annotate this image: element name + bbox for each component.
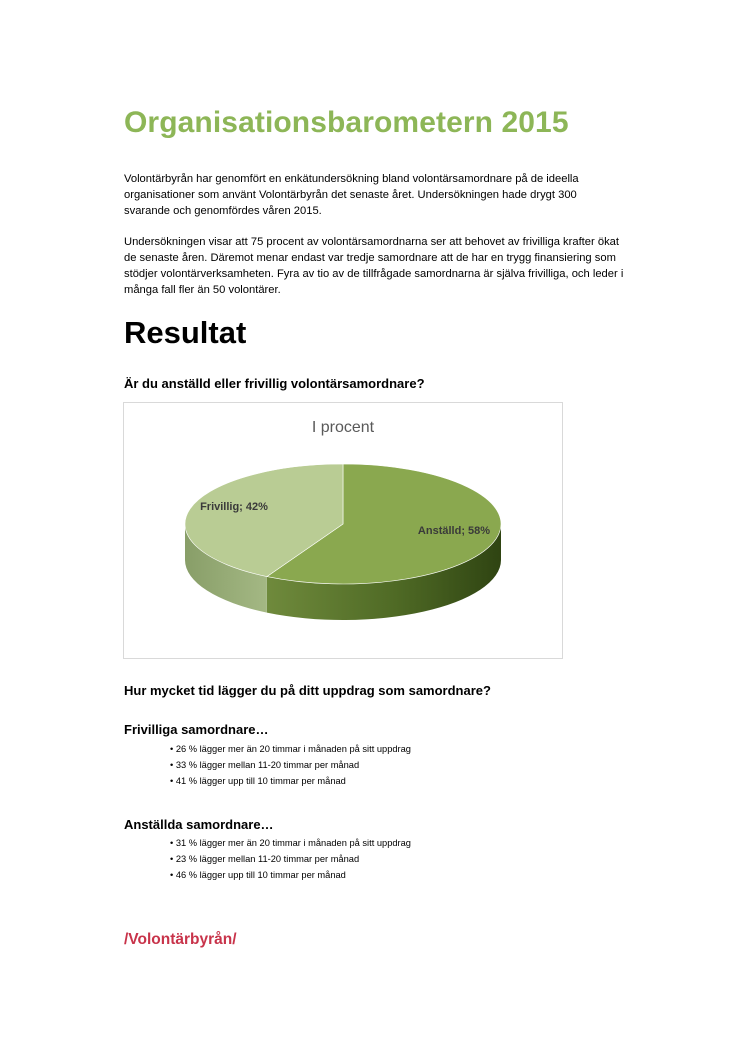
pie-chart	[123, 402, 563, 659]
question-time: Hur mycket tid lägger du på ditt uppdrag som samordnare?	[124, 683, 491, 698]
results-heading: Resultat	[124, 315, 247, 350]
list-item: • 23 % lägger mellan 11-20 timmar per månad	[170, 851, 411, 867]
intro-paragraph-1: Volontärbyrån har genomfört en enkätundersökning bland volontärsamordnare på de ideella organisationer som använt Volontärbyrån det senaste året. Undersökningen hade drygt 300 svarande och genomfördes våren 2015.	[124, 173, 579, 217]
volunteer-heading: Frivilliga samordnare…	[124, 722, 269, 737]
pie-label-frivillig: Frivillig; 42%	[200, 501, 268, 513]
list-item: • 41 % lägger upp till 10 timmar per månad	[170, 773, 411, 789]
volontarbyran-logo[interactable]: /Volontärbyrån/	[124, 931, 237, 948]
question-employment: Är du anställd eller frivillig volontärsamordnare?	[124, 376, 425, 391]
list-item: • 46 % lägger upp till 10 timmar per månad	[170, 867, 411, 883]
pie-label-anstalld: Anställd; 58%	[417, 525, 491, 537]
intro-paragraph-2: Undersökningen visar att 75 procent av volontärsamordnarna ser att behovet av frivilliga krafter ökat de senaste åren. Däremot menar endast var tredje samordnare att de har en trygg finansiering som stödjer volontärverksamheten. Fyra av tio av de tillfrågade samordnarna är själva frivilliga, och leder i många fall fler än 50 volontärer.	[124, 236, 624, 296]
list-item: • 33 % lägger mellan 11-20 timmar per månad	[170, 757, 411, 773]
employed-list	[170, 835, 411, 883]
volunteer-list	[170, 741, 411, 789]
chart-title: I procent	[311, 419, 375, 436]
list-item: • 26 % lägger mer än 20 timmar i månaden på sitt uppdrag	[170, 741, 411, 757]
list-item: • 31 % lägger mer än 20 timmar i månaden på sitt uppdrag	[170, 835, 411, 851]
document-title: Organisationsbarometern 2015	[124, 106, 569, 139]
employed-heading: Anställda samordnare…	[124, 817, 274, 832]
pie-chart-svg	[124, 403, 562, 658]
